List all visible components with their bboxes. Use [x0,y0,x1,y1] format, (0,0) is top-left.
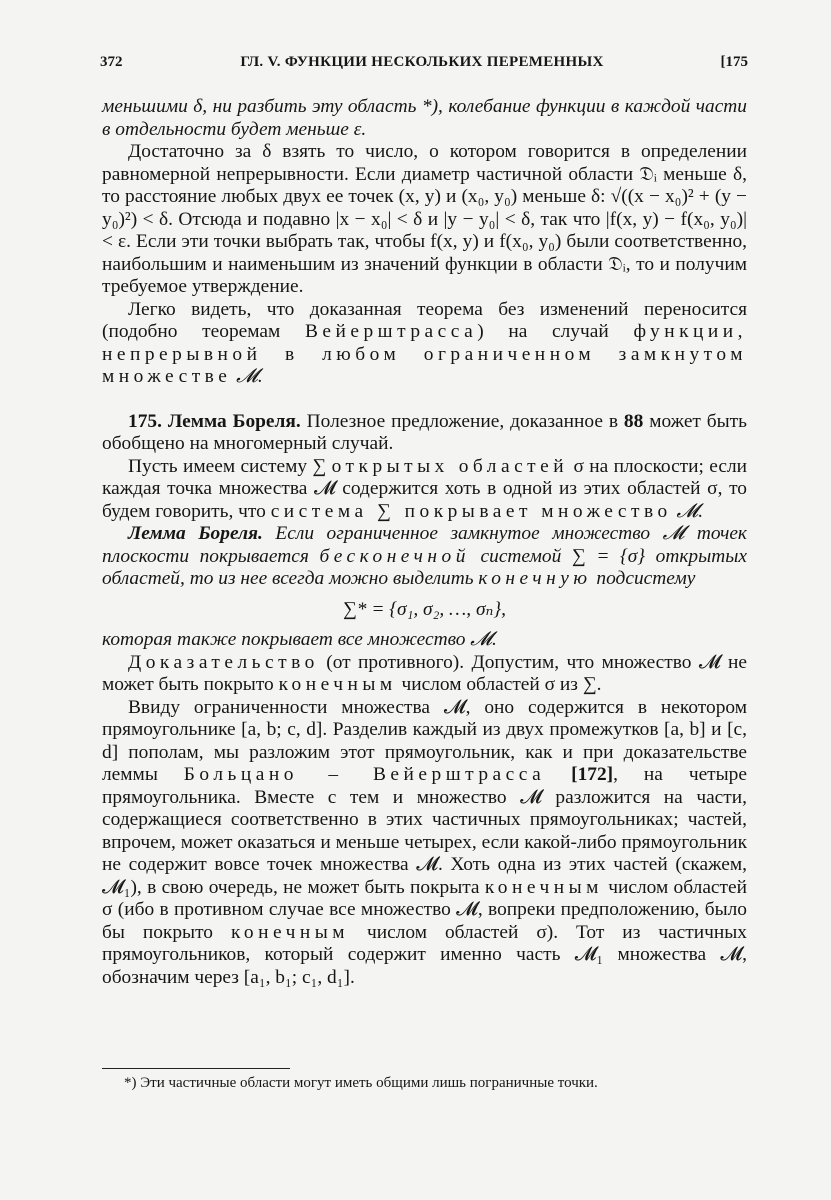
main-text [102,96,747,989]
lemma-statement-end: которая также покрывает все множество 𝓜. [102,629,497,650]
section-reference: [172] [545,764,614,785]
page-number: 372 [100,54,123,70]
lemma-statement: Лемма Бореля. Если ограниченное замкнутое множество 𝓜 точек плоскости покрывается бесконечной системой ∑ = {σ} открытых областей, то из нее всегда можно выделить конечную подсистему [102,523,747,589]
footnote-divider [102,1068,290,1069]
paragraph-continued: меньшими δ, ни разбить эту область *), колебание функции в каждой части в отдельности будет меньше ε. [102,96,747,140]
footnote: *) Эти частичные области могут иметь общими лишь пограничные точки. [124,1075,598,1091]
lemma-title: Лемма Бореля. [128,523,263,544]
proof-start: Доказательство (от противного). Допустим, что множество 𝓜 не может быть покрыто конечным числом областей σ из ∑. [102,651,747,695]
proof-body: Ввиду ограниченности множества 𝓜, оно содержится в некотором прямоугольнике [a, b; c, d]. Разделив каждый из двух промежутков [a, b] и [c, d] пополам, мы разложим этот прямоугольник, как и при доказательстве леммы Больцано – Вейерштрасса [172], на четыре прямоугольника. Вместе с тем и множество 𝓜 разложится на части, содержащиеся соответственно в этих частичных прямоугольниках; частей, впрочем, может оказаться и меньше четырех, если какой-либо прямоугольник не содержит вовсе точек множества 𝓜. Хоть одна из этих частей (скажем, 𝓜₁), в свою очередь, не может быть покрыта конечным числом областей σ (ибо в противном случае все множество 𝓜, вопреки предположению, было бы покрыто конечным числом областей σ). Тот из частичных прямоугольников, который содержит именно часть 𝓜₁ множества 𝓜, обозначим через [a₁, b₁; c₁, d₁]. [102,696,747,988]
paragraph-proof: Достаточно за δ взять то число, о котором говорится в определении равномерной непрерывности. Если диаметр частичной области 𝔇ᵢ меньше δ, то расстояние любых двух ее точек (x, y) и (x₀, y₀) меньше δ: √((x − x₀)² + (y − y₀)²) < δ. Отсюда и подавно |x − x₀| < δ и |y − y₀| < δ, так что |f(x, y) − f(x₀, y₀)| < ε. Если эти точки выбрать так, чтобы f(x, y) и f(x₀, y₀) были соответственно, наибольшим и наименьшим из значений функции в области 𝔇ᵢ, то и получим требуемое утверждение. [102,141,747,297]
section-heading-paragraph: 175. Лемма Бореля. Полезное предложение, доказанное в 88 может быть обобщено на многомерный случай. [102,410,747,454]
proof-label: Доказательство [128,651,319,673]
paragraph-definition: Пусть имеем систему ∑ открытых областей σ на плоскости; если каждая точка множества 𝓜 содержится хоть в одной из этих областей σ, то будем говорить, что система ∑ покрывает множество 𝓜. [102,455,748,522]
section-marker: [175 [720,54,748,70]
chapter-title: ГЛ. V. ФУНКЦИИ НЕСКОЛЬКИХ ПЕРЕМЕННЫХ [240,54,604,70]
author-name: Больцано – Вейерштрасса [183,764,546,785]
running-header [96,54,748,80]
section-title: 175. Лемма Бореля. [128,410,301,432]
section-reference: 88 [623,410,644,432]
author-name: Вейерштрасса [304,321,478,342]
display-formula: ∑* = {σ₁, σ₂, …, σₙ}, [342,598,506,620]
paragraph-remark: Легко видеть, что доказанная теорема без изменений переносится (подобно теоремам Вейерштрасса) на случай функции, непрерывной в любом ограниченном замкнутом множестве 𝓜. [102,298,747,387]
